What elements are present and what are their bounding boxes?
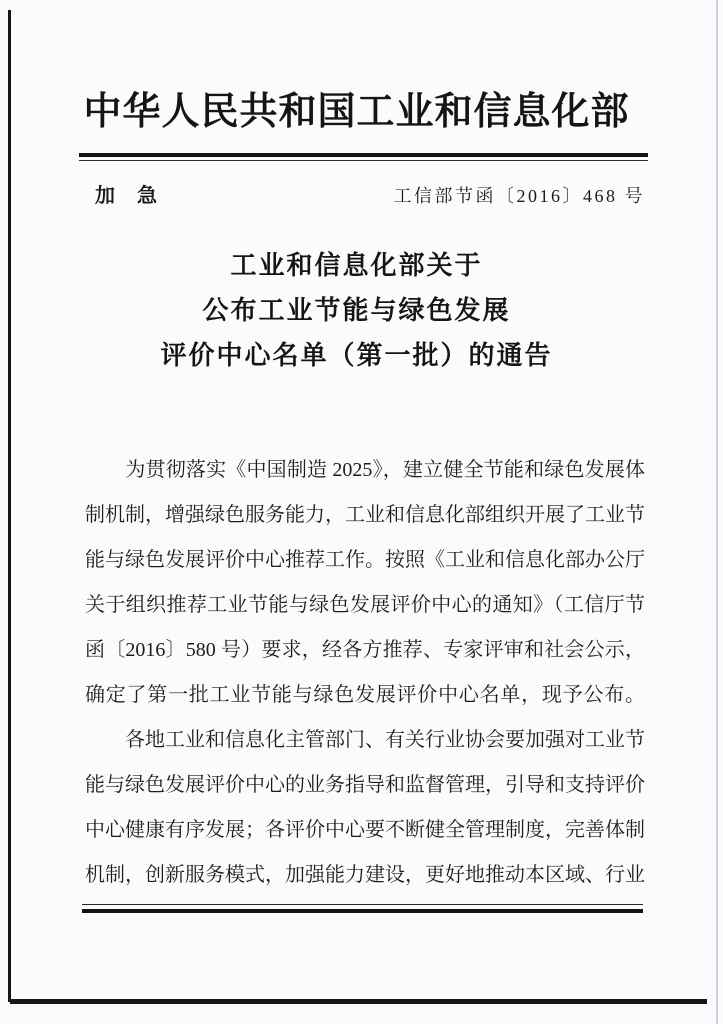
scan-bottom-edge-line: [10, 999, 707, 1004]
body-line: 关于组织推荐工业节能与绿色发展评价中心的通知》（工信厅节: [85, 594, 645, 616]
scan-right-edge-line: [716, 0, 718, 1024]
ministry-masthead: 中华人民共和国工业和信息化部: [83, 91, 630, 133]
meta-row: [95, 179, 645, 208]
body-line: 制机制，增强绿色服务能力，工业和信息化部组织开展了工业节: [85, 504, 645, 526]
closing-rule-thin: [82, 904, 643, 905]
notice-title-line-1: 工业和信息化部关于: [230, 251, 483, 280]
document-body: [85, 448, 645, 898]
body-line: 能与绿色发展评价中心的业务指导和监督管理，引导和支持评价: [85, 774, 645, 796]
body-line: 能与绿色发展评价中心推荐工作。按照《工业和信息化部办公厅: [85, 549, 645, 571]
closing-double-rule: [82, 904, 643, 913]
body-line: 中心健康有序发展；各评价中心要不断健全管理制度，完善体制: [85, 819, 645, 841]
body-line: 为贯彻落实《中国制造 2025》，建立健全节能和绿色发展体: [85, 459, 645, 481]
closing-rule-thick: [82, 909, 643, 913]
masthead-rule-thick: [79, 153, 648, 157]
body-paragraph-2: [85, 718, 645, 898]
body-line: 各地工业和信息化主管部门、有关行业协会要加强对工业节: [85, 729, 645, 751]
masthead-double-rule: [79, 153, 648, 161]
document-number: 工信部节函〔2016〕468 号: [393, 186, 645, 206]
notice-title-line-2: 公布工业节能与绿色发展: [202, 296, 511, 325]
scan-left-edge-line: [8, 10, 11, 1002]
urgency-label: 加 急: [95, 185, 158, 207]
body-line: 函〔2016〕580 号）要求，经各方推荐、专家评审和社会公示，: [85, 639, 645, 661]
body-paragraph-1: [85, 448, 645, 718]
masthead-rule-thin: [79, 160, 648, 161]
body-line: 机制，创新服务模式，加强能力建设，更好地推动本区域、行业: [85, 864, 645, 886]
body-line: 确定了第一批工业节能与绿色发展评价中心名单，现予公布。: [85, 684, 645, 706]
notice-title-line-3: 评价中心名单（第一批）的通告: [160, 341, 553, 370]
notice-title: [0, 243, 713, 378]
